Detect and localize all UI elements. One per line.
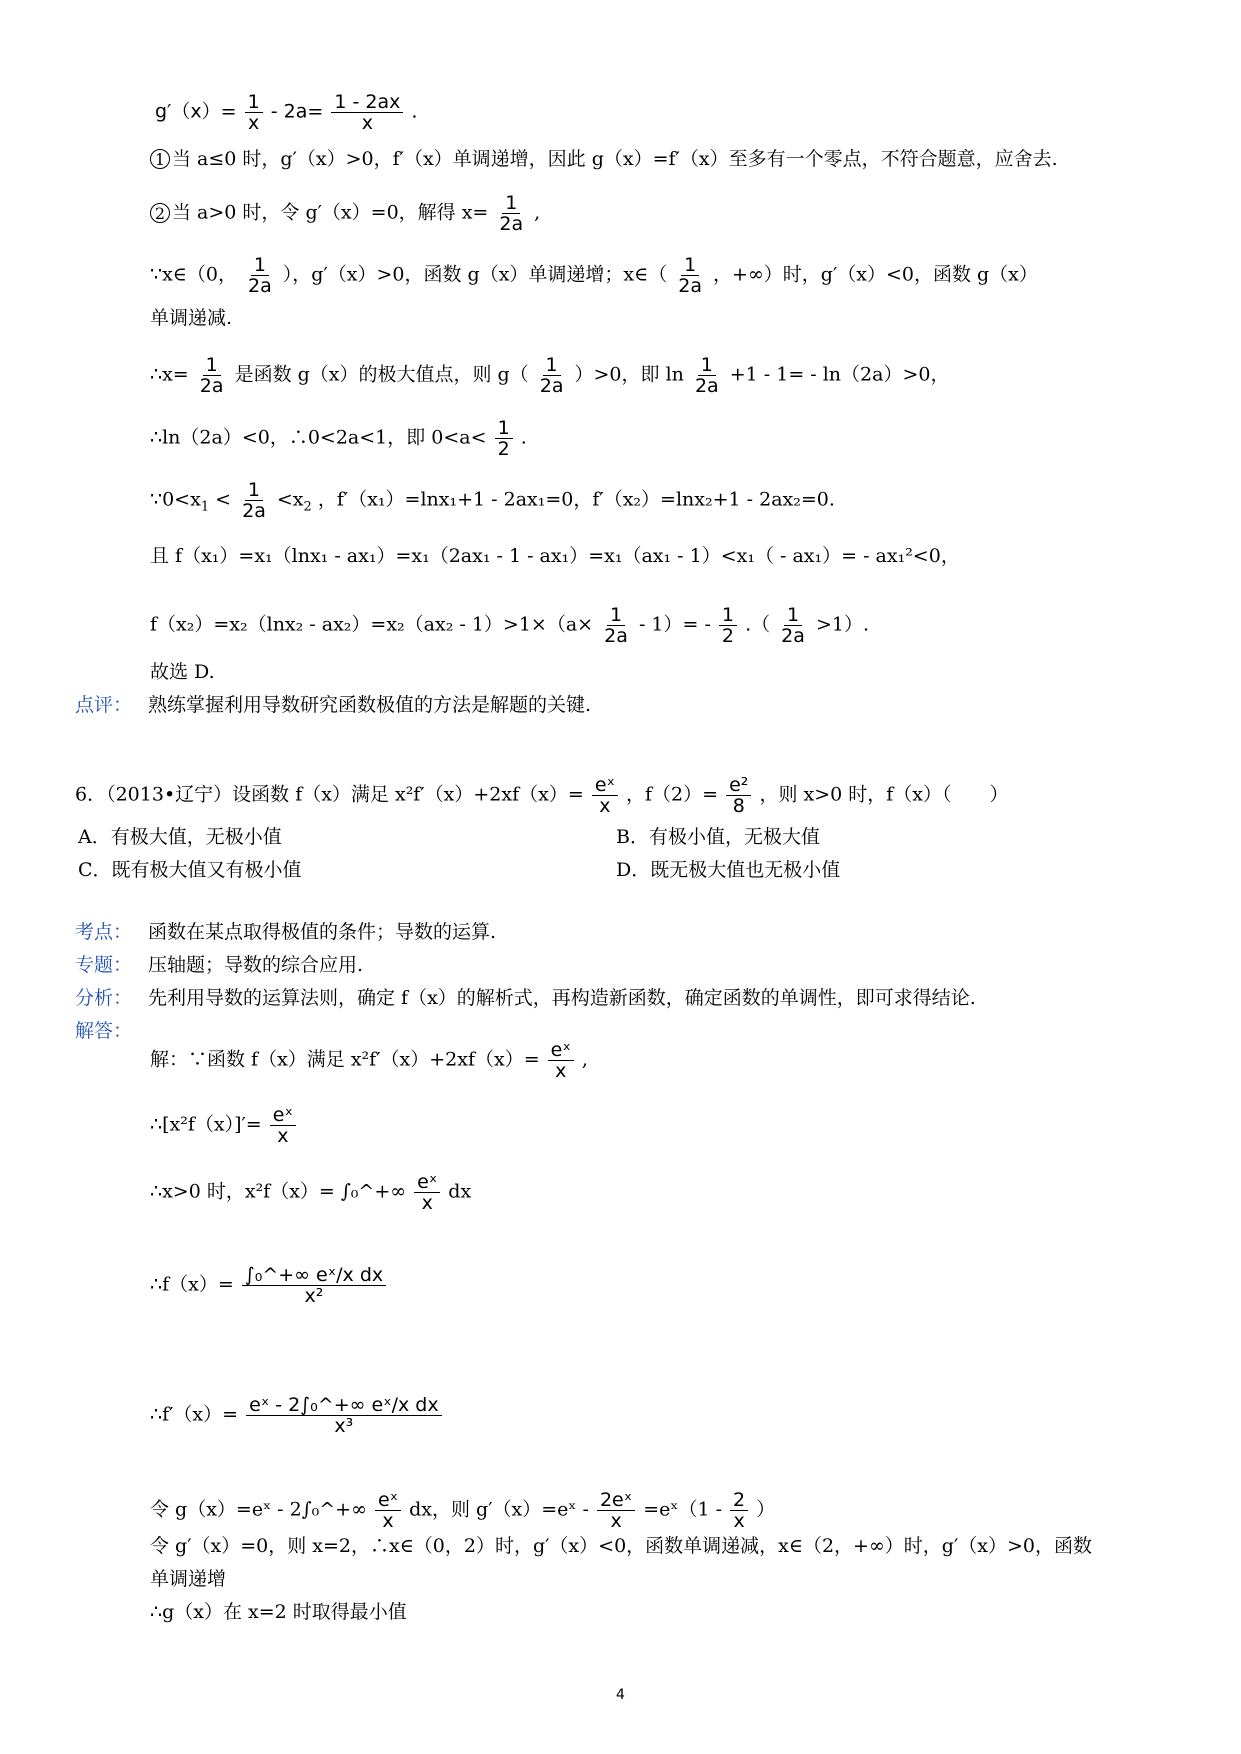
fraction: $\frac{1}{2}$ bbox=[495, 418, 513, 459]
fraction: $\frac{1}{2a}$ bbox=[678, 254, 702, 297]
period: . bbox=[411, 100, 418, 123]
f-x2-text: >1）. bbox=[815, 613, 869, 636]
interval-text: ∵x∈（0， bbox=[150, 263, 237, 286]
case-2-line bbox=[150, 193, 540, 234]
interval-text: ，+∞）时，g′（x）<0，函数 g（x） bbox=[713, 263, 1038, 286]
fraction: $\frac{\text{eˣ}}{x}$ bbox=[548, 1040, 574, 1081]
point-text: 函数在某点取得极值的条件；导数的运算. bbox=[148, 921, 497, 943]
stem-text: ，则 x>0 时，f（x）（ ） bbox=[759, 783, 1009, 806]
solution-step-9 bbox=[150, 1600, 407, 1624]
stem-text: ，f（2）= bbox=[625, 783, 719, 806]
ln-text: ∴ln（2a）<0，∴0<2a<1，即 0<a< bbox=[150, 426, 487, 449]
fraction: $\frac{1}{2a}$ bbox=[604, 604, 628, 647]
fraction: $\frac{\text{eˣ}}{x}$ bbox=[414, 1172, 440, 1213]
topic-line bbox=[75, 953, 363, 977]
solution-step-6 bbox=[150, 1490, 775, 1531]
x1x2-text: ，f′（x₁）=lnx₁+1 - 2ax₁=0，f′（x₂）=lnx₂+1 - 2ax₂=0. bbox=[317, 488, 835, 511]
stem-text: 6．（2013•辽宁）设函数 f（x）满足 x²f′（x）+2xf（x）= bbox=[75, 783, 584, 806]
fraction: $\frac{\text{eˣ}}{x}$ bbox=[375, 1490, 401, 1531]
fraction: $\frac{1}{2a}$ bbox=[248, 254, 272, 297]
fraction: $\frac{1}{2}$ bbox=[719, 605, 737, 646]
fraction: $\frac{1}{x}$ bbox=[245, 92, 263, 133]
question-6-stem bbox=[75, 775, 1009, 816]
period: . bbox=[520, 426, 527, 449]
fraction: $\frac{2}{x}$ bbox=[730, 1490, 748, 1531]
step-text: ∴[x²f（x）]′= bbox=[150, 1113, 262, 1136]
answer-text: 故选 D. bbox=[150, 661, 215, 683]
g-prime-text: g′（x）= bbox=[155, 100, 237, 123]
answer-line bbox=[150, 660, 215, 684]
max-text: ∴x= bbox=[150, 363, 189, 386]
point-line bbox=[75, 920, 496, 944]
option-b: B．有极小值，无极大值 bbox=[616, 826, 820, 848]
f-x1-text: 且 f（x₁）=x₁（lnx₁ - ax₁）=x₁（2ax₁ - 1 - ax₁）=x₁（ax₁ - 1）<x₁（ - ax₁）= - ax₁²<0， bbox=[150, 545, 960, 567]
solution-step-3 bbox=[150, 1172, 471, 1213]
max-text: 是函数 g（x）的极大值点，则 g（ bbox=[234, 363, 529, 386]
f-x2-text: - 1）= - bbox=[638, 613, 711, 636]
solution-step-7 bbox=[150, 1534, 1092, 1558]
solution-step-8 bbox=[150, 1567, 226, 1591]
g-prime-text: - 2a= bbox=[270, 100, 324, 123]
option-c: C．既有极大值又有极小值 bbox=[78, 859, 302, 881]
fraction: $\frac{1}{2a}$ bbox=[199, 354, 224, 397]
fraction: $\frac{1}{2a}$ bbox=[539, 354, 564, 397]
step-text: =eˣ（1 - bbox=[643, 1498, 722, 1521]
x1x2-text: <x bbox=[276, 488, 304, 511]
x1x2-text: ∵0<x bbox=[150, 488, 201, 511]
fraction: $\frac{\text{e²}}{8}$ bbox=[726, 775, 751, 816]
max-point-line bbox=[150, 355, 949, 396]
circle-number-2: 2 bbox=[150, 203, 170, 223]
decreasing-text: 单调递减. bbox=[150, 307, 233, 329]
comma: , bbox=[534, 201, 541, 224]
step-text: 解：∵函数 f（x）满足 x²f′（x）+2xf（x）= bbox=[150, 1048, 540, 1071]
step-text: ∴g（x）在 x=2 时取得最小值 bbox=[150, 1601, 407, 1623]
ln-line bbox=[150, 418, 527, 459]
step-text: ） bbox=[756, 1498, 776, 1521]
x1x2-text: < bbox=[215, 488, 232, 511]
circle-number-1: 1 bbox=[150, 149, 170, 169]
f-x2-text: .（ bbox=[745, 613, 771, 636]
max-text: +1 - 1= - ln（2a）>0， bbox=[729, 363, 950, 386]
interval-line bbox=[150, 255, 1038, 296]
solution-step-2 bbox=[150, 1105, 298, 1146]
point-label: 考点： bbox=[75, 921, 133, 943]
step-text: dx bbox=[448, 1180, 472, 1203]
step-text: dx，则 g′（x）=eˣ - bbox=[409, 1498, 589, 1521]
fraction: $\frac{\text{eˣ - 2∫₀\textasciicircum{}+∞ eˣ/x dx}}{\text{x³}}$ bbox=[246, 1395, 441, 1436]
review-text: 熟练掌握利用导数研究函数极值的方法是解题的关键. bbox=[148, 694, 592, 716]
review-label: 点评： bbox=[75, 694, 133, 716]
solution-step-1 bbox=[150, 1040, 588, 1081]
fraction: $\frac{\text{2eˣ}}{x}$ bbox=[597, 1490, 635, 1531]
step-text: ∴f′（x）= bbox=[150, 1403, 239, 1426]
x1-x2-line: $\because 0<x_1$ < $\frac{1}{2a}$ $<x_2$ ，f′（x₁）=lnx₁+1 - 2ax₁=0，f′（x₂）=lnx₂+1 - 2ax₂=0. bbox=[150, 479, 835, 522]
case-1-line bbox=[150, 147, 1058, 171]
decreasing-line bbox=[150, 306, 232, 330]
solution-step-4 bbox=[150, 1265, 388, 1306]
page-number: 4 bbox=[616, 1687, 625, 1703]
step-text: ∴x>0 时，x²f（x）= ∫₀^+∞ bbox=[150, 1180, 407, 1203]
max-text: ）>0，即 ln bbox=[574, 363, 684, 386]
fraction: $\frac{1}{2a}$ bbox=[242, 479, 266, 522]
analysis-text: 先利用导数的运算法则，确定 f（x）的解析式，再构造新函数，确定函数的单调性，即可求得结论. bbox=[148, 987, 976, 1009]
step-text: 单调递增 bbox=[150, 1568, 227, 1590]
fraction: $\frac{\text{eˣ}}{x}$ bbox=[592, 775, 618, 816]
comma: , bbox=[581, 1048, 588, 1071]
topic-text: 压轴题；导数的综合应用. bbox=[148, 954, 364, 976]
step-text: 令 g（x）=eˣ - 2∫₀^+∞ bbox=[150, 1498, 367, 1521]
f-x2-line bbox=[150, 605, 869, 646]
g-prime-line bbox=[155, 92, 417, 133]
case-2-text: 当 a>0 时，令 g′（x）=0，解得 x= bbox=[172, 201, 489, 224]
option-d: D．既无极大值也无极小值 bbox=[616, 859, 841, 881]
fraction: $\frac{1}{2a}$ bbox=[781, 604, 805, 647]
option-a: A．有极大值，无极小值 bbox=[78, 826, 282, 848]
fraction: $\frac{\text{∫₀\textasciicircum{}+∞ eˣ/x dx}}{\text{x²}}$ bbox=[242, 1265, 386, 1306]
step-text: ∴f（x）= bbox=[150, 1273, 234, 1296]
solution-label-line bbox=[75, 1019, 132, 1043]
topic-label: 专题： bbox=[75, 954, 133, 976]
analysis-line bbox=[75, 986, 976, 1010]
fraction: $\frac{1}{2a}$ bbox=[499, 192, 524, 235]
interval-text: ），g′（x）>0，函数 g（x）单调递增；x∈（ bbox=[282, 263, 668, 286]
review-line bbox=[75, 693, 591, 717]
f-x1-line bbox=[150, 544, 960, 568]
solution-step-5 bbox=[150, 1395, 444, 1436]
case-1-text: 当 a≤0 时，g′（x）>0，f′（x）单调递增，因此 g（x）=f′（x）至多有一个零点，不符合题意，应舍去. bbox=[172, 148, 1058, 170]
step-text: 令 g′（x）=0，则 x=2，∴x∈（0，2）时，g′（x）<0，函数单调递减，x∈（2，+∞）时，g′（x）>0，函数 bbox=[150, 1535, 1092, 1557]
f-x2-text: f（x₂）=x₂（lnx₂ - ax₂）=x₂（ax₂ - 1）>1×（a× bbox=[150, 613, 594, 636]
fraction: $\frac{1 - 2ax}{x}$ bbox=[331, 92, 403, 133]
fraction: $\frac{\text{eˣ}}{x}$ bbox=[270, 1105, 296, 1146]
solution-label: 解答： bbox=[75, 1020, 133, 1042]
analysis-label: 分析： bbox=[75, 987, 133, 1009]
fraction: $\frac{1}{2a}$ bbox=[694, 354, 719, 397]
